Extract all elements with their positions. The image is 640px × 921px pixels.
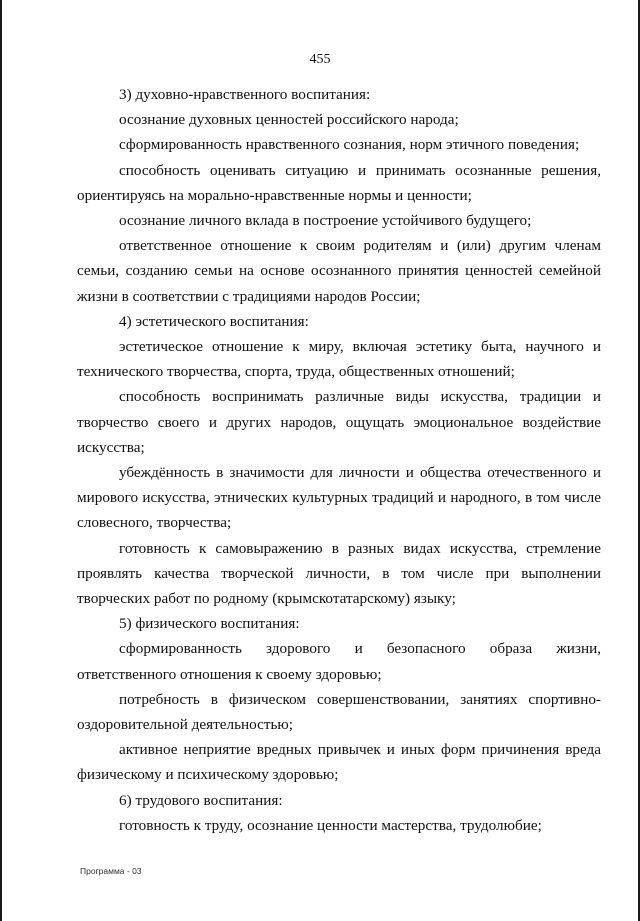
paragraph: осознание духовных ценностей российского народа;	[119, 111, 459, 129]
paragraph: способность воспринимать различные виды искусства, традиции и творчество своего и других народов, ощущать эмоциональное воздействие искусства;	[77, 388, 601, 456]
section-heading-physical: 5) физического воспитания:	[119, 615, 300, 633]
paragraph: активное неприятие вредных привычек и иных форм причинения вреда физическому и психическому здоровью;	[77, 741, 601, 784]
section-heading-aesthetic: 4) эстетического воспитания:	[119, 312, 309, 330]
section-heading-spiritual: 3) духовно-нравственного воспитания:	[119, 86, 371, 103]
page-number: 455	[309, 52, 331, 67]
paragraph: готовность к труду, осознание ценности мастерства, трудолюбие;	[119, 816, 542, 834]
paragraph: ответственное отношение к своим родителям и (или) другим членам семьи, созданию семьи на основе осознанного принятия ценностей семейной жизни в соответствии с традициями народов России;	[77, 237, 601, 305]
document-body	[77, 82, 601, 838]
section-heading-labor: 6) трудового воспитания:	[119, 791, 283, 809]
paragraph: сформированность нравственного сознания, норм этичного поведения;	[119, 136, 580, 154]
paragraph: убеждённость в значимости для личности и общества отечественного и мирового искусства, этнических культурных традиций и народного, в том числе словесного, творчества;	[77, 464, 601, 532]
paragraph: готовность к самовыражению в разных видах искусства, стремление проявлять качества творческой личности, в том числе при выполнении творческих работ по родному (крымскотатарскому) языку;	[77, 539, 601, 608]
paragraph: потребность в физическом совершенствовании, занятиях спортивно-оздоровительной деятельностью;	[77, 690, 601, 734]
paragraph: сформированность здорового и безопасного образа жизни, ответственного отношения к своему здоровью;	[77, 640, 601, 683]
paragraph: способность оценивать ситуацию и принимать осознанные решения, ориентируясь на морально-нравственные нормы и ценности;	[77, 161, 601, 204]
paragraph: эстетическое отношение к миру, включая эстетику быта, научного и технического творчества, спорта, труда, общественных отношений;	[77, 338, 601, 381]
footer-program-label: Программа - 03	[80, 866, 142, 876]
paragraph: осознание личного вклада в построение устойчивого будущего;	[119, 212, 532, 230]
